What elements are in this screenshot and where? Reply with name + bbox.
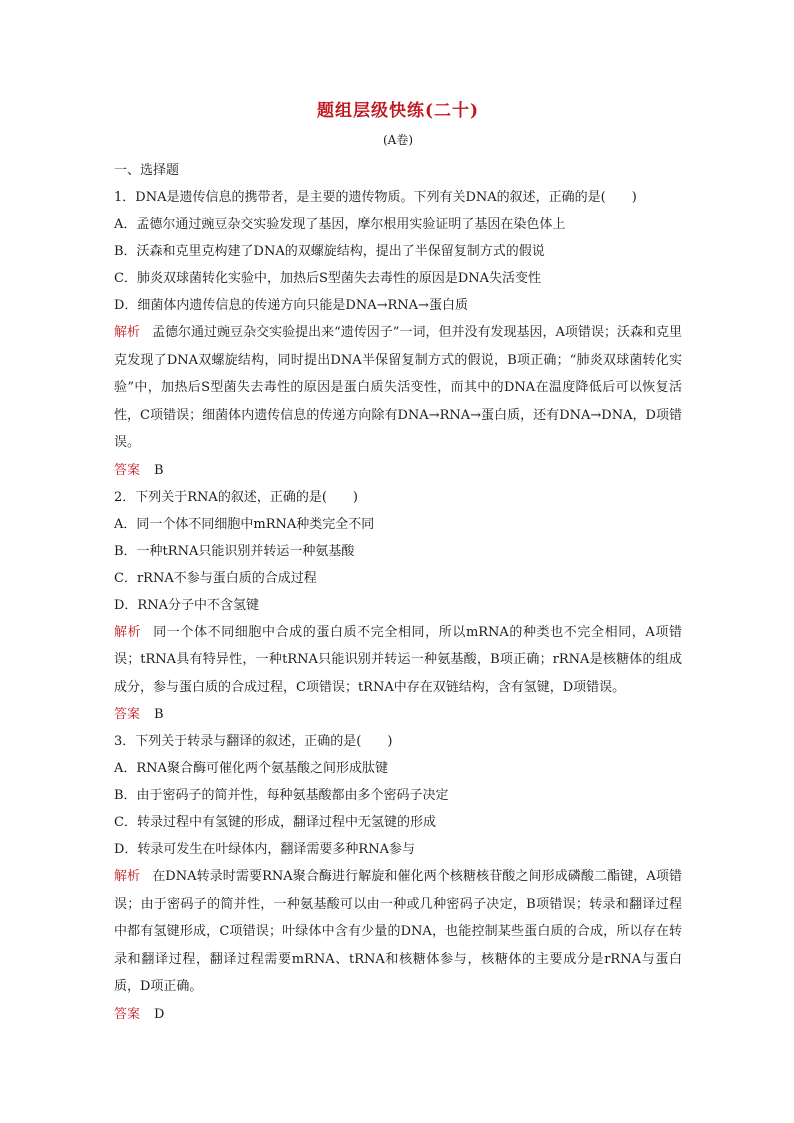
question-2: [114, 484, 682, 729]
answer-value: B: [154, 707, 164, 722]
page-title: 题组层级快练(二十): [316, 101, 480, 121]
option-b: B．一种tRNA只能识别并转运一种氨基酸: [114, 543, 355, 559]
analysis-block: [114, 863, 682, 1001]
option-a: A．RNA聚合酶可催化两个氨基酸之间形成肽键: [114, 761, 388, 776]
answer-block: [114, 701, 682, 728]
option-a: A．同一个体不同细胞中mRNA种类完全不同: [114, 516, 375, 532]
question-stem: 1．DNA是遗传信息的携带者，是主要的遗传物质。下列有关DNA的叙述，正确的是( ): [114, 190, 637, 205]
option-c: C．转录过程中有氢键的形成，翻译过程中无氢键的形成: [114, 815, 436, 830]
answer-label: 答案: [114, 1006, 141, 1022]
analysis-text: 在DNA转录时需要RNA聚合酶进行解旋和催化两个核糖核苷酸之间形成磷酸二酯键，A项错误；由于密码子的简并性，一种氨基酸可以由一种或几种密码子决定，B项错误；转录和翻译过程中都有氢键形成，C项错误；叶绿体中含有少量的DNA，也能控制某些蛋白质的合成，所以存在转录和翻译过程，翻译过程需要mRNA、tRNA和核糖体参与，核糖体的主要成分是rRNA与蛋白质，D项正确。: [114, 869, 682, 994]
question-1: [114, 184, 682, 484]
option-b: B．由于密码子的简并性，每种氨基酸都由多个密码子决定: [114, 788, 449, 803]
analysis-block: [114, 319, 682, 457]
question-stem: 3．下列关于转录与翻译的叙述，正确的是( ): [114, 734, 393, 749]
option-d: D．细菌体内遗传信息的传递方向只能是DNA→RNA→蛋白质: [114, 298, 468, 313]
option-a: A．孟德尔通过豌豆杂交实验发现了基因，摩尔根用实验证明了基因在染色体上: [114, 217, 566, 232]
answer-block: [114, 1001, 682, 1028]
document-page: [114, 96, 682, 1028]
question-stem: 2．下列关于RNA的叙述，正确的是( ): [114, 489, 358, 505]
answer-label: 答案: [114, 462, 141, 478]
answer-block: [114, 457, 682, 484]
option-d: D．RNA分子中不含氢键: [114, 597, 259, 613]
analysis-label: 解析: [114, 325, 141, 340]
option-c: C．肺炎双球菌转化实验中，加热后S型菌失去毒性的原因是DNA失活变性: [114, 271, 542, 286]
answer-label: 答案: [114, 707, 141, 722]
option-c: C．rRNA不参与蛋白质的合成过程: [114, 570, 317, 586]
analysis-block: [114, 619, 682, 702]
analysis-label: 解析: [114, 624, 142, 640]
option-d: D．转录可发生在叶绿体内，翻译需要多种RNA参与: [114, 842, 415, 857]
analysis-text: 同一个体不同细胞中合成的蛋白质不完全相同，所以mRNA的种类也不完全相同，A项错误；tRNA具有特异性，一种tRNA只能识别并转运一种氨基酸，B项正确；rRNA是核糖体的组成成分，参与蛋白质的合成过程，C项错误；tRNA中存在双链结构，含有氢键，D项错误。: [114, 624, 682, 695]
page-subtitle: (A卷): [382, 133, 414, 147]
option-b: B．沃森和克里克构建了DNA的双螺旋结构，提出了半保留复制方式的假说: [114, 244, 545, 259]
answer-value: B: [154, 462, 164, 478]
answer-value: D: [154, 1006, 165, 1022]
question-3: [114, 728, 682, 1028]
analysis-label: 解析: [114, 869, 141, 884]
section-heading: 一、选择题: [114, 163, 180, 178]
analysis-text: 孟德尔通过豌豆杂交实验提出来“遗传因子”一词，但并没有发现基因，A项错误；沃森和克里克发现了DNA双螺旋结构，同时提出DNA半保留复制方式的假说，B项正确；“肺炎双球菌转化实验”中，加热后S型菌失去毒性的原因是蛋白质失活变性，而其中的DNA在温度降低后可以恢复活性，C项错误；细菌体内遗传信息的传递方向除有DNA→RNA→蛋白质，还有DNA→DNA，D项错误。: [114, 325, 682, 450]
